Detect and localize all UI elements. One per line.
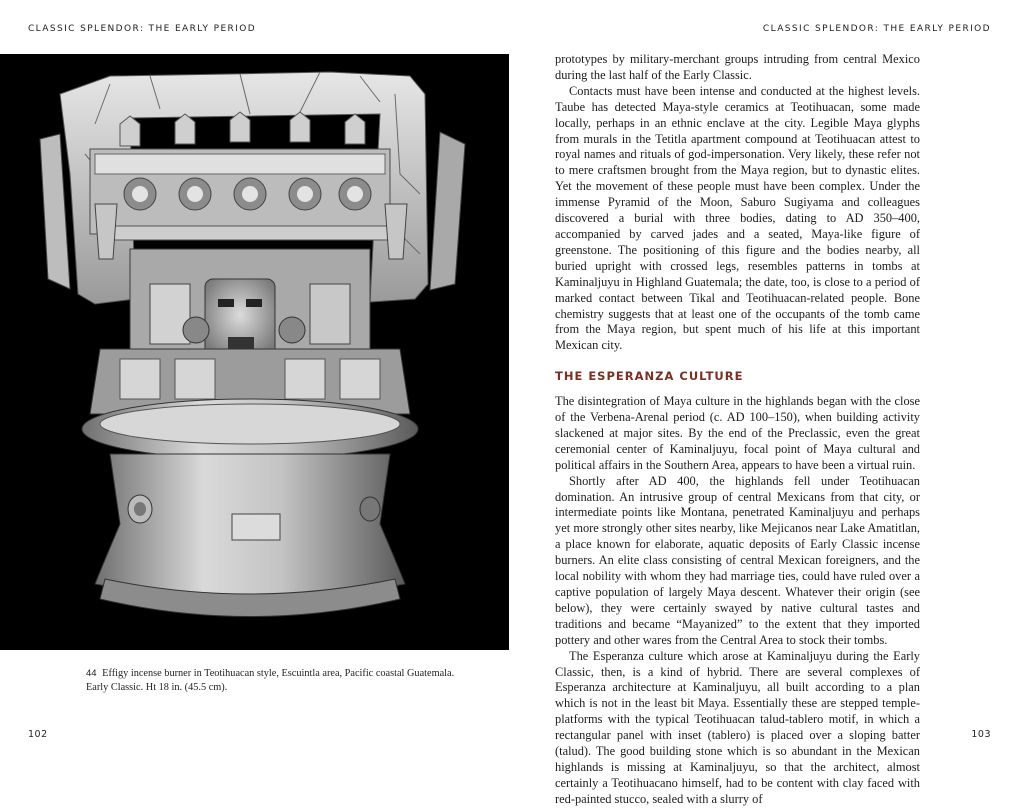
- page-number-right: 103: [971, 729, 991, 740]
- running-head-left: CLASSIC SPLENDOR: THE EARLY PERIOD: [28, 24, 257, 34]
- paragraph-disintegration: The disintegration of Maya culture in the highlands began with the close of the Verbena-Arenal period (c. AD 100–150), when building activity slackened at major sites. By the end of the Preclassic, even the great ceremonial center of Kaminaljuyu, focal point of Maya cultural and political affairs in the Southern Area, appears to have been a virtual ruin.: [555, 394, 920, 472]
- figure-caption: [86, 667, 466, 694]
- section-heading: THE ESPERANZA CULTURE: [555, 369, 744, 384]
- figure-number: 44: [86, 668, 97, 679]
- figure-photo-incense-burner: [0, 54, 509, 650]
- page-number-left: 102: [28, 729, 48, 740]
- paragraph-contacts: Contacts must have been intense and conducted at the highest levels. Taube has detected Maya-style ceramics at Teotihuacan, some made locally, perhaps in an ethnic enclave at the city. Legible Maya glyphs from murals in the Tetitla apartment compound at Teotihuacan attest to royal names and rituals of god-impersonation. Very likely, these refer not to mere craftsmen brought from the Maya region, but to dynastic elites. Yet the movement of these people must have been complex. Under the immense Pyramid of the Moon, Saburo Sugiyama and colleagues discovered a burial with three bodies, dating to AD 350–400, accompanied by carved jades and a seated, Maya-like figure of greenstone. The positioning of this figure and the bodies nearby, all buried upright with crossed legs, resembles patterns in tombs at Kaminaljuyu in Highland Guatemala; the date, too, is close to a period of marked contact between Tikal and Teotihuacan-related people. Bone chemistry suggests that at least one of the occupants of the tomb came from the Maya region, but spent much of his life at this important Mexican city.: [555, 83, 920, 353]
- paragraph-teotihuacan-domination: Shortly after AD 400, the highlands fell under Teotihuacan domination. An intrusive group of central Mexicans from that city, or intermediate points like Montana, penetrated Kaminaljuyu and perhaps yet more strongly other sites nearby, like Mejicanos near Lake Amatitlan, a place known for elaborate, aquatic deposits of Early Classic incense burners. An elite class consisting of central Mexican foreigners, and the local nobility with whom they had marriage ties, could have ruled over a captive population of largely Maya descent. Whatever their origin (see below), they were certainly swayed by native cultural tastes and traditions and became “Mayanized” to the extent that they imported pottery and other wares from the Central Area to stock their tombs.: [555, 473, 920, 647]
- paragraph-esperanza-culture: The Esperanza culture which arose at Kaminaljuyu during the Early Classic, then, is a kind of hybrid. There are several complexes of Esperanza architecture at Kaminaljuyu, all built according to a plan which is not in the least bit Maya. Essentially these are stepped temple-platforms with the typical Teotihuacan talud-tablero motif, in which a rectangular panel with inset (tablero) is placed over a sloping batter (talud). The good building stone which is so abundant in the Mexican highlands is missing at Kaminaljuyu, so that the architect, almost certainly a Teotihuacano himself, had to be content with clay faced with red-painted stucco, sealed with a slurry of: [555, 648, 920, 806]
- figure-caption-text: Effigy incense burner in Teotihuacan style, Escuintla area, Pacific coastal Guatemala. Early Classic. Ht 18 in. (45.5 cm).: [86, 668, 455, 693]
- running-head-right: CLASSIC SPLENDOR: THE EARLY PERIOD: [762, 24, 991, 34]
- paragraph-continued: prototypes by military-merchant groups intruding from central Mexico during the last half of the Early Classic.: [555, 52, 920, 82]
- body-text-column: [555, 52, 920, 808]
